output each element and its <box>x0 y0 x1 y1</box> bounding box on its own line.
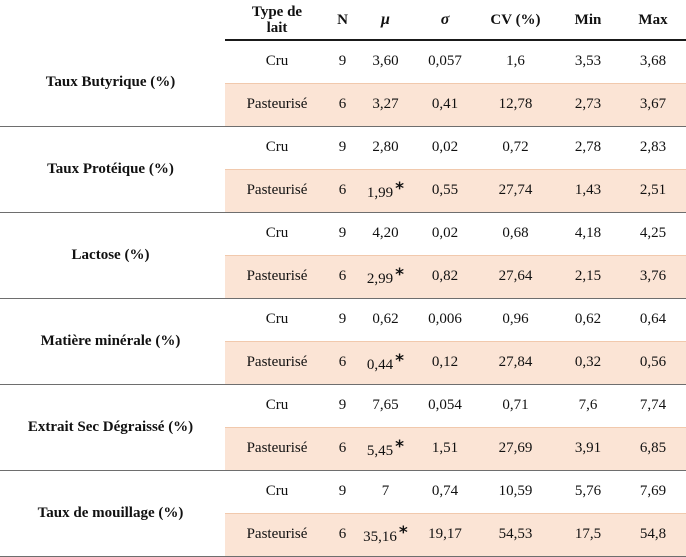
milk-type-cell: Pasteurisé <box>225 341 329 384</box>
table-header <box>0 0 686 40</box>
table-row <box>0 212 686 255</box>
n-cell: 6 <box>329 513 356 556</box>
significance-asterisk: * <box>395 437 405 457</box>
table-row <box>0 40 686 83</box>
std-dev-cell: 1,51 <box>415 427 475 470</box>
std-dev-cell: 0,054 <box>415 384 475 427</box>
std-dev-cell: 0,02 <box>415 126 475 169</box>
min-cell: 0,32 <box>556 341 620 384</box>
mean-value: 1,99 <box>366 185 394 201</box>
table-row <box>0 126 686 169</box>
n-cell: 9 <box>329 298 356 341</box>
max-cell: 0,64 <box>620 298 686 341</box>
n-cell: 9 <box>329 126 356 169</box>
n-cell: 9 <box>329 470 356 513</box>
cv-cell: 27,84 <box>475 341 556 384</box>
min-cell: 1,43 <box>556 169 620 212</box>
std-dev-cell: 0,02 <box>415 212 475 255</box>
mean-cell: 2,80 <box>356 126 415 169</box>
mean-cell: 7,65 <box>356 384 415 427</box>
header-max: Max <box>620 0 686 40</box>
mean-value: 5,45 <box>366 443 394 459</box>
std-dev-cell: 0,057 <box>415 40 475 83</box>
milk-type-cell: Cru <box>225 298 329 341</box>
min-cell: 4,18 <box>556 212 620 255</box>
n-cell: 6 <box>329 255 356 298</box>
min-cell: 3,91 <box>556 427 620 470</box>
cv-cell: 27,69 <box>475 427 556 470</box>
cv-cell: 12,78 <box>475 83 556 126</box>
milk-type-cell: Cru <box>225 384 329 427</box>
milk-type-cell: Cru <box>225 126 329 169</box>
mean-cell <box>356 169 415 212</box>
milk-type-cell: Cru <box>225 212 329 255</box>
max-cell: 3,67 <box>620 83 686 126</box>
table-row <box>0 470 686 513</box>
mean-cell: 4,20 <box>356 212 415 255</box>
header-min: Min <box>556 0 620 40</box>
std-dev-cell: 0,82 <box>415 255 475 298</box>
cv-cell: 10,59 <box>475 470 556 513</box>
cv-cell: 1,6 <box>475 40 556 83</box>
max-cell: 2,51 <box>620 169 686 212</box>
header-std-dev: σ <box>415 0 475 40</box>
header-milk-type-line2: lait <box>266 19 288 36</box>
mean-cell <box>356 255 415 298</box>
mean-cell: 3,60 <box>356 40 415 83</box>
std-dev-cell: 0,41 <box>415 83 475 126</box>
cv-cell: 27,64 <box>475 255 556 298</box>
cv-cell: 0,72 <box>475 126 556 169</box>
header-mean: μ <box>356 0 415 40</box>
max-cell: 0,56 <box>620 341 686 384</box>
significance-asterisk: * <box>398 523 408 543</box>
parameter-label: Extrait Sec Dégraissé (%) <box>0 384 225 470</box>
std-dev-cell: 0,55 <box>415 169 475 212</box>
mean-value: 2,99 <box>366 271 394 287</box>
min-cell: 17,5 <box>556 513 620 556</box>
n-cell: 6 <box>329 169 356 212</box>
parameter-label: Taux Protéique (%) <box>0 126 225 212</box>
milk-type-cell: Pasteurisé <box>225 255 329 298</box>
milk-type-cell: Pasteurisé <box>225 427 329 470</box>
min-cell: 7,6 <box>556 384 620 427</box>
mean-cell <box>356 341 415 384</box>
mean-value: 35,16 <box>363 529 397 545</box>
n-cell: 6 <box>329 341 356 384</box>
mean-cell <box>356 513 415 556</box>
significance-asterisk: * <box>395 179 405 199</box>
milk-type-cell: Pasteurisé <box>225 169 329 212</box>
header-parameter-blank <box>0 0 225 40</box>
header-row <box>0 0 686 40</box>
n-cell: 6 <box>329 427 356 470</box>
parameter-label: Matière minérale (%) <box>0 298 225 384</box>
max-cell: 3,68 <box>620 40 686 83</box>
mean-cell: 0,62 <box>356 298 415 341</box>
milk-type-cell: Pasteurisé <box>225 513 329 556</box>
max-cell: 7,74 <box>620 384 686 427</box>
cv-cell: 54,53 <box>475 513 556 556</box>
milk-type-cell: Pasteurisé <box>225 83 329 126</box>
mean-cell <box>356 427 415 470</box>
min-cell: 5,76 <box>556 470 620 513</box>
parameter-label: Lactose (%) <box>0 212 225 298</box>
table-row <box>0 298 686 341</box>
cv-cell: 0,96 <box>475 298 556 341</box>
max-cell: 3,76 <box>620 255 686 298</box>
cv-cell: 0,71 <box>475 384 556 427</box>
table-body <box>0 40 686 556</box>
std-dev-cell: 0,006 <box>415 298 475 341</box>
min-cell: 3,53 <box>556 40 620 83</box>
cv-cell: 27,74 <box>475 169 556 212</box>
header-n: N <box>329 0 356 40</box>
std-dev-cell: 19,17 <box>415 513 475 556</box>
max-cell: 4,25 <box>620 212 686 255</box>
table-row <box>0 384 686 427</box>
min-cell: 2,15 <box>556 255 620 298</box>
max-cell: 54,8 <box>620 513 686 556</box>
std-dev-cell: 0,12 <box>415 341 475 384</box>
std-dev-cell: 0,74 <box>415 470 475 513</box>
header-milk-type <box>225 0 329 40</box>
header-milk-type-line1: Type de <box>251 3 303 20</box>
parameter-label: Taux Butyrique (%) <box>0 40 225 126</box>
max-cell: 6,85 <box>620 427 686 470</box>
header-cv: CV (%) <box>475 0 556 40</box>
min-cell: 0,62 <box>556 298 620 341</box>
max-cell: 7,69 <box>620 470 686 513</box>
milk-type-cell: Cru <box>225 470 329 513</box>
parameter-label: Taux de mouillage (%) <box>0 470 225 556</box>
min-cell: 2,78 <box>556 126 620 169</box>
mean-value: 0,44 <box>366 357 394 373</box>
max-cell: 2,83 <box>620 126 686 169</box>
n-cell: 9 <box>329 384 356 427</box>
significance-asterisk: * <box>395 265 405 285</box>
cv-cell: 0,68 <box>475 212 556 255</box>
n-cell: 6 <box>329 83 356 126</box>
min-cell: 2,73 <box>556 83 620 126</box>
n-cell: 9 <box>329 40 356 83</box>
significance-asterisk: * <box>395 351 405 371</box>
n-cell: 9 <box>329 212 356 255</box>
mean-cell: 3,27 <box>356 83 415 126</box>
milk-type-cell: Cru <box>225 40 329 83</box>
mean-cell: 7 <box>356 470 415 513</box>
